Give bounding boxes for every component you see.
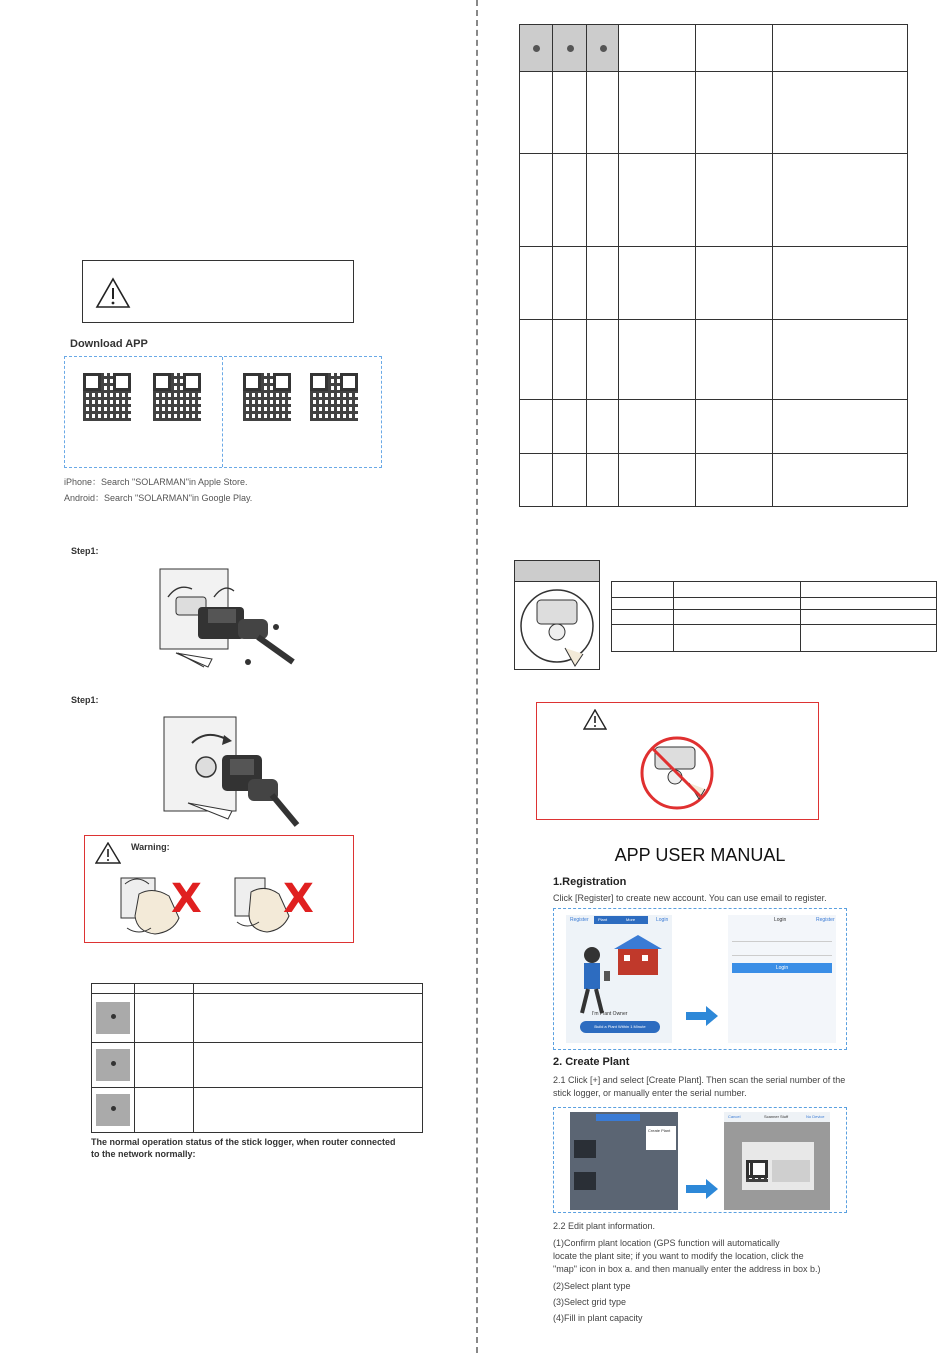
caution-box	[82, 260, 354, 323]
warning-triangle-icon	[95, 277, 131, 309]
label-area	[772, 1160, 810, 1182]
login-button[interactable]: Login	[732, 963, 832, 973]
warning-box	[84, 835, 354, 943]
create-plant-screenshot-box	[553, 1107, 847, 1213]
manual-title: APP USER MANUAL	[614, 845, 786, 865]
led-column-icon	[587, 25, 619, 72]
reset-button-panel	[514, 560, 600, 670]
create-plant-menu-item[interactable]: Create Plant	[648, 1128, 671, 1133]
scanner-title: Scanner Stuff	[764, 1114, 789, 1119]
create-plant-text2: stick logger, or manually enter the serial number.	[553, 1088, 747, 1098]
qr-code-icon	[243, 373, 291, 421]
reset-operation-table	[611, 581, 937, 652]
caution-reset-box	[536, 702, 819, 820]
x-mark-icon: X	[171, 876, 202, 922]
create-plant-title: 2. Create Plant	[553, 1056, 630, 1068]
iphone-instruction: iPhone：Search "SOLARMAN"in Apple Store.	[64, 477, 248, 487]
step1-label: Step1:	[71, 546, 99, 556]
qr-divider	[222, 357, 223, 467]
confirm-location-line2: locate the plant site; if you want to modify the location, click the	[553, 1251, 804, 1261]
warning-triangle-icon	[95, 842, 121, 864]
app-register-screen	[566, 915, 672, 1043]
segmented-control[interactable]	[594, 916, 648, 924]
led-column-icon	[553, 25, 587, 72]
qr-code-icon	[83, 373, 131, 421]
right-arrow-icon	[684, 1178, 720, 1200]
normal-status-note-line2: to the network normally:	[91, 1149, 196, 1159]
password-field[interactable]	[732, 947, 832, 956]
qr-code-icon	[310, 373, 358, 421]
led-indicator-icon	[96, 1002, 130, 1034]
login-title: Login	[774, 917, 787, 923]
app-scanner-screen	[724, 1112, 830, 1210]
led-indicator-icon	[96, 1094, 130, 1126]
install-illustration-1	[158, 567, 300, 672]
plant-tab[interactable]: Plant	[598, 917, 608, 922]
register-link[interactable]: Register	[816, 917, 835, 923]
reset-button-illustration	[515, 582, 599, 670]
led-status-table	[91, 983, 423, 1133]
qr-code-box	[64, 356, 382, 468]
plant-thumbnail	[574, 1172, 596, 1190]
app-login-screen	[728, 915, 836, 1043]
app-plant-list-screen	[570, 1112, 678, 1210]
segmented-control[interactable]	[596, 1114, 640, 1121]
cancel-link[interactable]: Cancel	[728, 1114, 741, 1119]
select-grid-type: (3)Select grid type	[553, 1297, 627, 1307]
no-device-link[interactable]: No Device	[806, 1114, 825, 1119]
fill-plant-capacity: (4)Fill in plant capacity	[553, 1313, 643, 1323]
column-divider	[476, 0, 478, 1353]
scanner-header	[724, 1112, 830, 1122]
panel-header	[515, 561, 599, 582]
android-instruction: Android：Search "SOLARMAN"in Google Play.	[64, 493, 253, 503]
led-indicator-icon	[96, 1049, 130, 1081]
registration-screenshot-box	[553, 908, 847, 1050]
prohibited-illustration	[637, 733, 719, 813]
registration-text: Click [Register] to create new account. You can use email to register.	[553, 893, 827, 903]
install-illustration-2	[162, 715, 300, 833]
register-tab[interactable]: Register	[570, 917, 589, 923]
scanner-target	[742, 1142, 814, 1190]
qr-code-icon	[153, 373, 201, 421]
confirm-location-line1: (1)Confirm plant location (GPS function will automatically	[553, 1238, 780, 1248]
build-plant-button[interactable]: Build a Plant Within 1 Minute	[580, 1021, 660, 1033]
email-field[interactable]	[732, 933, 832, 942]
qr-code-icon	[746, 1160, 768, 1182]
led-status-detail-table	[519, 24, 908, 507]
warning-label: Warning:	[131, 842, 170, 852]
plant-owner-illustration	[570, 933, 670, 1023]
confirm-location-line3: "map" icon in box a. and then manually enter the address in box b.)	[553, 1264, 821, 1274]
right-arrow-icon	[684, 1005, 720, 1027]
registration-title: 1.Registration	[553, 876, 627, 888]
warning-triangle-icon	[583, 709, 607, 731]
edit-plant-text: 2.2 Edit plant information.	[553, 1221, 656, 1231]
create-plant-text1: 2.1 Click [+] and select [Create Plant]. Then scan the serial number of the	[553, 1075, 846, 1085]
select-plant-type: (2)Select plant type	[553, 1281, 631, 1291]
normal-status-note-line1: The normal operation status of the stick logger, when router connected	[91, 1137, 396, 1147]
download-app-title: Download APP	[70, 338, 148, 350]
more-tab[interactable]: More	[626, 917, 636, 922]
login-link[interactable]: Login	[656, 917, 669, 923]
plant-owner-label: I'm Plant Owner	[592, 1011, 628, 1017]
create-plant-menu[interactable]	[646, 1126, 676, 1150]
plant-thumbnail	[574, 1140, 596, 1158]
x-mark-icon: X	[283, 876, 314, 922]
step1-label-2: Step1:	[71, 695, 99, 705]
led-column-icon	[520, 25, 553, 72]
